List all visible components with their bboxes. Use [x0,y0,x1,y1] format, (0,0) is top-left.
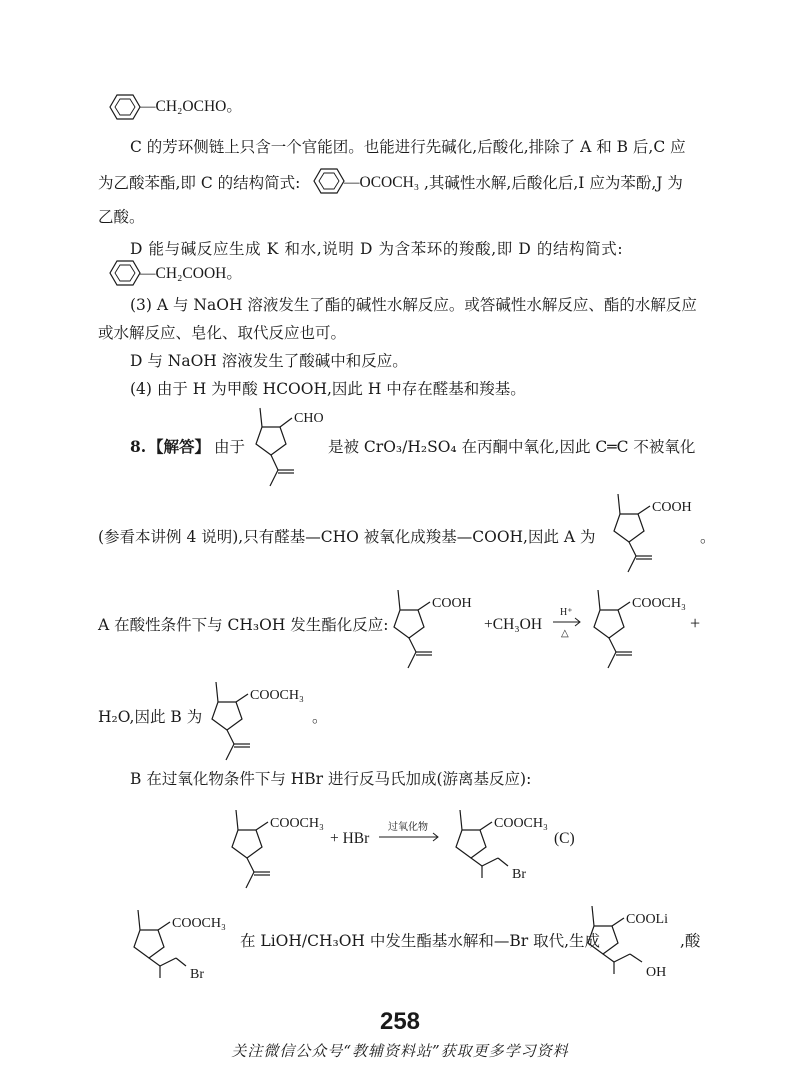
period: 。 [700,528,716,546]
compound-b-structure [578,580,708,672]
reaction-arrow [378,820,440,846]
paragraph-line: 为乙酸苯酯,即 C 的结构简式: [98,174,301,192]
paragraph-line: (4) 由于 H 为甲酸 HCOOH,因此 H 中存在醛基和羧基。 [130,380,526,398]
paragraph-line: D 与 NaOH 溶液发生了酸碱中和反应。 [130,352,408,370]
paragraph-line: C 的芳环侧链上只含一个官能团。也能进行先碱化,后酸化,排除了 A 和 B 后,C 应 [130,138,686,156]
paragraph-line: (3) A 与 NaOH 溶液发生了酯的碱性水解反应。或答碱性水解反应、酯的水解反应 [130,296,697,314]
cooch3-label: COOCH₃ [250,688,304,703]
formula-text: —CH₂OCHO。 [140,98,242,115]
compound-label-c: (C) [554,830,575,847]
period: 。 [312,708,328,726]
paragraph-line: H₂O,因此 B 为 [98,708,203,726]
br-label: Br [512,867,526,882]
paragraph-line: (参看本讲例 4 说明),只有醛基—CHO 被氧化成羧基—COOH,因此 A 为 [98,528,596,546]
arrow-condition-top: 过氧化物 [388,822,428,833]
paragraph-line: D 能与碱反应生成 K 和水,说明 D 为含苯环的羧酸,即 D 的结构简式: [130,240,624,258]
footer-note: 关注微信公众号“教辅资料站”获取更多学习资料 [231,1042,569,1060]
cooch3-label: COOCH₃ [632,596,686,611]
page-number: 258 [379,1008,421,1035]
question-number: 8. [130,437,147,456]
compound-b-structure [216,800,346,892]
cooh-label: COOH [652,500,692,515]
aldehyde-cyclopentane-structure [240,398,325,490]
arrow-condition-bottom: △ [561,628,569,639]
compound-a-structure [378,580,488,672]
paragraph-line: A 在酸性条件下与 CH₃OH 发生酯化反应: [98,616,389,634]
paragraph-line: 在 LiOH/CH₃OH 中发生酯基水解和—Br 取代,生成 [240,932,601,950]
formula-text: —OCOCH₃ [344,174,420,191]
plus-sign: + [690,613,701,633]
compound-c-structure [440,800,570,882]
paragraph-line: ,其碱性水解,后酸化后,I 应为苯酚,J 为 [424,174,683,192]
compound-a-structure [598,484,708,576]
cooch3-label: COOCH₃ [494,816,548,831]
paragraph-line: 乙酸。 [98,208,145,226]
formula-text: —CH₂COOH。 [140,265,242,282]
reagent-text: +CH₃OH [484,616,543,633]
answer-tag: 【解答】 [148,437,211,456]
arrow-condition-top: H⁺ [560,607,573,618]
paragraph-line: 是被 CrO₃/H₂SO₄ 在丙酮中氧化,因此 C═C 不被氧化 [328,438,696,456]
compound-c-structure [118,900,248,982]
cooch3-label: COOCH₃ [172,916,226,931]
compound-b-structure [196,672,326,764]
cooch3-label: COOCH₃ [270,816,324,831]
oh-label: OH [646,965,667,980]
br-label: Br [190,967,204,982]
paragraph-line: B 在过氧化物条件下与 HBr 进行反马氏加成(游离基反应): [130,770,532,788]
reagent-text: + HBr [330,830,370,847]
cho-label: CHO [294,411,324,426]
cooh-label: COOH [432,596,472,611]
paragraph-line: 由于 [214,438,246,456]
lithium-carboxylate-structure [572,896,692,982]
paragraph-line: 或水解反应、皂化、取代反应也可。 [98,324,347,342]
cooli-label: COOLi [626,912,668,927]
paragraph-line: ,酸 [680,932,701,950]
